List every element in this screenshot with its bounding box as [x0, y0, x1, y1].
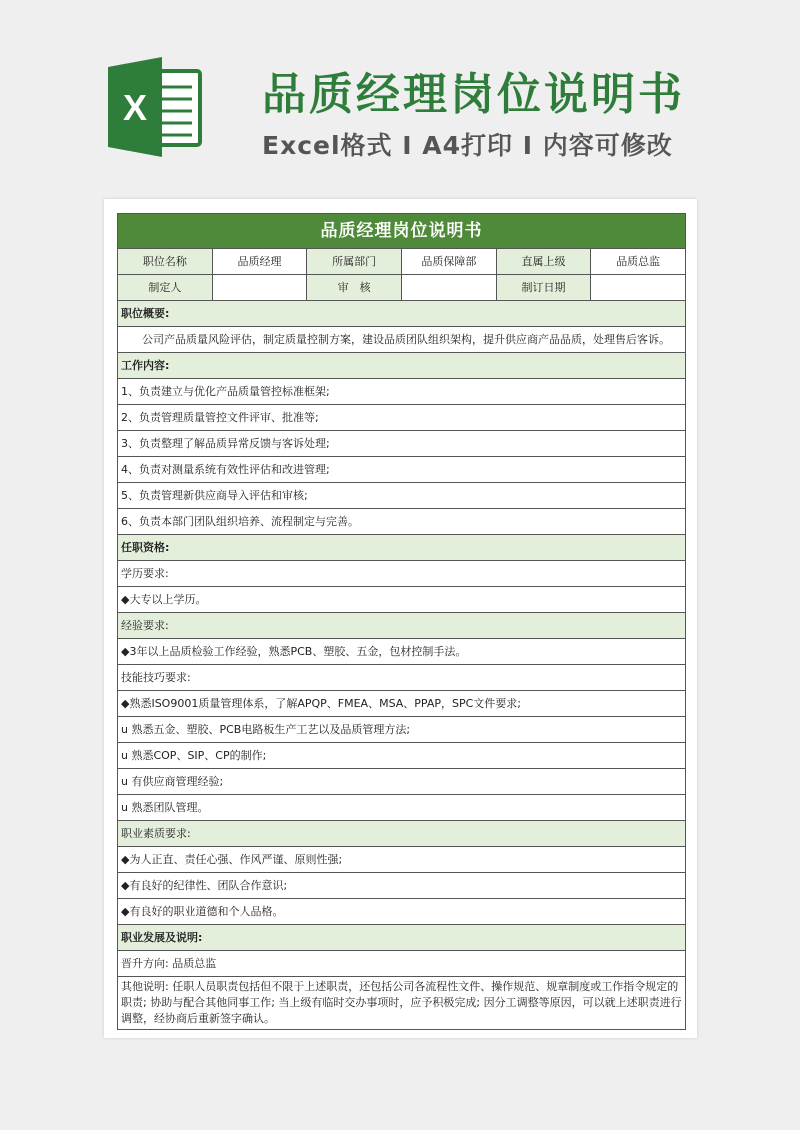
- excel-logo-icon: [104, 57, 204, 157]
- author-value[interactable]: [213, 275, 308, 300]
- supervisor-value[interactable]: 品质总监: [616, 255, 661, 268]
- duties-heading: 工作内容:: [118, 353, 685, 379]
- duty-item[interactable]: 1、负责建立与优化产品质量管控标准框架;: [118, 379, 685, 405]
- quality-item[interactable]: ◆有良好的职业道德和个人品格。: [118, 899, 685, 925]
- position-name-label: 职位名称: [118, 249, 213, 274]
- education-item[interactable]: ◆大专以上学历。: [118, 587, 685, 613]
- quality-label: 职业素质要求:: [118, 821, 685, 847]
- spreadsheet: [117, 213, 686, 1030]
- duty-item[interactable]: 6、负责本部门团队组织培养、流程制定与完善。: [118, 509, 685, 535]
- quality-item[interactable]: ◆为人正直、责任心强、作风严谨、原则性强;: [118, 847, 685, 873]
- page-subtitle: Excel格式 I A4打印 I 内容可修改: [262, 131, 673, 160]
- quality-item[interactable]: ◆有良好的纪律性、团队合作意识;: [118, 873, 685, 899]
- development-heading: 职业发展及说明:: [118, 925, 685, 951]
- info-row-2: [118, 275, 685, 301]
- education-label: 学历要求:: [118, 561, 685, 587]
- skill-item[interactable]: u 熟悉COP、SIP、CP的制作;: [118, 743, 685, 769]
- date-label: 制订日期: [497, 275, 592, 300]
- info-row-1: [118, 248, 685, 275]
- reviewer-value[interactable]: [402, 275, 497, 300]
- duty-item[interactable]: 5、负责管理新供应商导入评估和审核;: [118, 483, 685, 509]
- author-label: 制定人: [118, 275, 213, 300]
- date-value[interactable]: [591, 275, 685, 300]
- duty-item[interactable]: 3、负责整理了解品质异常反馈与客诉处理;: [118, 431, 685, 457]
- skills-label: 技能技巧要求:: [118, 665, 685, 691]
- experience-label: 经验要求:: [118, 613, 685, 639]
- skill-item[interactable]: u 有供应商管理经验;: [118, 769, 685, 795]
- other-notes[interactable]: 其他说明: 任职人员职责包括但不限于上述职责，还包括公司各流程性文件、操作规范、规章制度或工作指令规定的职责; 协助与配合其他同事工作; 当上级有临时交办事项时，应予积极完成; 因分工调整等原因，可以就上述职责进行调整，经协商后重新签字确认。: [118, 977, 685, 1030]
- skill-item[interactable]: u 熟悉团队管理。: [118, 795, 685, 821]
- position-name-value[interactable]: 品质经理: [213, 249, 308, 274]
- qualification-heading: 任职资格:: [118, 535, 685, 561]
- duty-item[interactable]: 4、负责对测量系统有效性评估和改进管理;: [118, 457, 685, 483]
- reviewer-label: 审 核: [307, 275, 402, 300]
- sheet-title: 品质经理岗位说明书: [118, 213, 685, 248]
- experience-item[interactable]: ◆3年以上品质检验工作经验，熟悉PCB、塑胶、五金，包材控制手法。: [118, 639, 685, 665]
- department-label: 所属部门: [307, 249, 402, 274]
- logo-letter: X: [122, 87, 148, 128]
- document-page: [104, 199, 697, 1038]
- page-title: 品质经理岗位说明书: [262, 69, 685, 120]
- promotion-text[interactable]: 晋升方向: 品质总监: [118, 951, 685, 977]
- duty-item[interactable]: 2、负责管理质量管控文件评审、批准等;: [118, 405, 685, 431]
- skill-item[interactable]: ◆熟悉ISO9001质量管理体系，了解APQP、FMEA、MSA、PPAP，SPC文件要求;: [118, 691, 685, 717]
- overview-heading: 职位概要:: [118, 301, 685, 327]
- department-value[interactable]: 品质保障部: [402, 249, 497, 274]
- supervisor-label: 直属上级: [497, 249, 592, 274]
- skill-item[interactable]: u 熟悉五金、塑胶、PCB电路板生产工艺以及品质管理方法;: [118, 717, 685, 743]
- overview-text[interactable]: 公司产品质量风险评估，制定质量控制方案，建设品质团队组织架构，提升供应商产品品质，处理售后客诉。: [118, 327, 685, 353]
